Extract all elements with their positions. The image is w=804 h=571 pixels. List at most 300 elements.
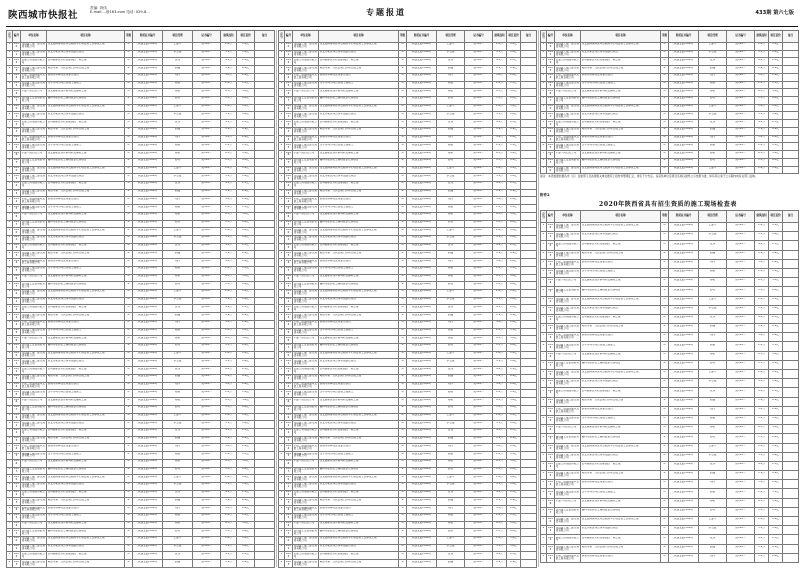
cell-text: 5 xyxy=(8,197,11,200)
cell-grade xyxy=(399,97,407,105)
cell-cert xyxy=(133,228,163,236)
cell-text: 刘洋 xyxy=(709,554,716,557)
table-row xyxy=(279,320,537,328)
cell-manager xyxy=(699,143,727,151)
cell-text: A xyxy=(401,120,404,123)
cell-remark xyxy=(255,444,275,452)
cell-id xyxy=(285,151,293,159)
cell-text: 陕建安证(2020) xyxy=(412,136,431,139)
cell-manager xyxy=(163,58,193,66)
cell-license xyxy=(193,513,221,521)
cell-text: 榆林市能源化工基地配套设施项目 xyxy=(319,282,359,285)
cell-text: 中建八局西北公司 xyxy=(555,89,577,92)
cell-text: 陈刚 xyxy=(174,143,181,146)
cell-text: 2023 xyxy=(548,128,553,134)
cell-unit xyxy=(21,313,47,321)
cell-id xyxy=(13,297,21,305)
cell-project xyxy=(47,452,125,460)
cell-manager xyxy=(163,135,193,143)
cell-remark xyxy=(521,97,537,105)
table-body xyxy=(7,43,275,568)
cell-text: 陕建安证(2020) xyxy=(412,429,431,432)
cell-cert xyxy=(407,513,437,521)
cell-license xyxy=(193,166,221,174)
cell-cert xyxy=(669,360,699,369)
cell-text: 6 xyxy=(280,143,283,146)
cell-unit xyxy=(293,282,319,290)
cell-area xyxy=(221,482,237,490)
cell-text: 2025 xyxy=(286,514,291,520)
cell-area xyxy=(221,459,237,467)
cell-cert xyxy=(133,189,163,197)
cell-text: 陕建安证(2020) xyxy=(674,89,693,92)
cell-remark xyxy=(255,459,275,467)
cell-text: 2024 xyxy=(14,506,19,512)
cell-text: A xyxy=(401,329,404,332)
cell-manager xyxy=(699,259,727,268)
cell-grade xyxy=(399,81,407,89)
cell-area xyxy=(221,89,237,97)
cell-grade xyxy=(661,397,669,406)
cell-text: 陕161... xyxy=(201,120,212,123)
cell-cert xyxy=(407,297,437,305)
cell-text: 陕161... xyxy=(473,267,484,270)
cell-remark xyxy=(783,333,799,342)
cell-text: 陕161... xyxy=(735,151,746,154)
cell-text: 陕161... xyxy=(473,290,484,293)
cell-text: B xyxy=(127,406,130,409)
cell-project xyxy=(319,297,399,305)
cell-unit xyxy=(21,166,47,174)
cell-cert xyxy=(133,43,163,51)
cell-area xyxy=(221,212,237,220)
cell-remark xyxy=(255,344,275,352)
cell-text: 2.3亿 xyxy=(242,305,249,308)
cell-project xyxy=(47,521,125,529)
cell-text: A xyxy=(127,514,130,517)
cell-manager xyxy=(699,268,727,277)
cell-id xyxy=(285,297,293,305)
cell-id xyxy=(13,212,21,220)
cell-text: 0.9亿 xyxy=(242,375,249,378)
cell-text: B xyxy=(127,313,130,316)
cell-text: 西安高新区软件新城研发基地工程 xyxy=(319,460,359,463)
cell-id xyxy=(547,480,555,489)
cell-text: 2024 xyxy=(286,74,291,80)
cell-license xyxy=(465,66,493,74)
cell-text: 1.9万 xyxy=(225,128,232,131)
cell-text: 陕161... xyxy=(201,321,212,324)
cell-project xyxy=(47,197,125,205)
cell-area xyxy=(221,166,237,174)
cell-text: 2020 xyxy=(548,297,553,303)
cell-manager xyxy=(163,367,193,375)
cell-cost xyxy=(237,413,255,421)
cell-text: 陕西建工第五建设集团有限公司 xyxy=(21,267,45,273)
cell-grade xyxy=(125,73,133,81)
cell-text: 7 xyxy=(8,275,11,278)
cell-manager xyxy=(437,521,465,529)
cell-text: 6.3万 xyxy=(496,213,503,216)
cell-text: 陕建安证(2020) xyxy=(138,128,157,131)
cell-project xyxy=(319,498,399,506)
cell-text: B xyxy=(401,97,404,100)
table-row xyxy=(7,521,275,529)
cell-text: 陕西建工第二建设集团有限公司 xyxy=(293,359,317,365)
cell-text: 陕161... xyxy=(201,452,212,455)
cell-text: 2025 xyxy=(14,452,19,458)
table-row xyxy=(541,406,799,415)
cell-text: 6 xyxy=(280,452,283,455)
cell-grade xyxy=(661,143,669,151)
cell-text: 陕建安证(2020) xyxy=(138,413,157,416)
cell-remark xyxy=(521,158,537,166)
cell-area xyxy=(755,66,769,74)
cell-grade xyxy=(125,351,133,359)
cell-text: 中建三局集团有限公司 xyxy=(293,58,317,64)
cell-unit xyxy=(293,398,319,406)
cell-text: 5.0万 xyxy=(225,444,232,447)
cell-text: 2020 xyxy=(548,224,553,230)
cell-area xyxy=(493,259,507,267)
table-row xyxy=(279,421,537,429)
cell-project xyxy=(581,143,661,151)
cell-text: 陕161... xyxy=(473,58,484,61)
cell-cert xyxy=(407,158,437,166)
cell-text: 延安市新区综合体育馆建设项目 xyxy=(47,236,84,239)
cell-project xyxy=(47,135,125,143)
cell-grade xyxy=(125,313,133,321)
header-cell: 证书编号 xyxy=(193,31,221,43)
cell-text: 2 xyxy=(8,421,11,424)
cell-license xyxy=(727,112,755,120)
cell-area xyxy=(493,220,507,228)
cell-manager xyxy=(437,344,465,352)
cell-project xyxy=(581,553,661,562)
cell-cert xyxy=(133,313,163,321)
cell-grade xyxy=(399,181,407,189)
cell-license xyxy=(465,266,493,274)
cell-unit xyxy=(21,104,47,112)
cell-text: A xyxy=(127,58,130,61)
cell-text: 西安国际港务区综合服务中心项目施工总承包工程 xyxy=(47,537,105,540)
cell-text: 陕建安证(2020) xyxy=(674,97,693,100)
cell-manager xyxy=(163,189,193,197)
cell-text: 陕建安证(2020) xyxy=(138,43,157,46)
cell-text: 陕161... xyxy=(473,383,484,386)
cell-remark xyxy=(255,228,275,236)
cell-manager xyxy=(163,436,193,444)
cell-text: 4 xyxy=(280,128,283,131)
cell-text: 4.2万 xyxy=(758,389,765,392)
cell-text: 中建三局集团有限公司 xyxy=(293,120,317,126)
cell-cost xyxy=(237,135,255,143)
cell-unit xyxy=(21,413,47,421)
cell-text: 3 xyxy=(542,242,545,245)
cell-text: 咸阳市第一人民医院门诊综合楼工程 xyxy=(319,251,362,254)
cell-cert xyxy=(407,398,437,406)
cell-text: 3.1万 xyxy=(758,527,765,530)
cell-text: 陕161... xyxy=(473,398,484,401)
cell-grade xyxy=(399,305,407,313)
cell-grade xyxy=(661,166,669,174)
cell-cert xyxy=(669,296,699,305)
cell-area xyxy=(221,189,237,197)
cell-text: 陕建安证(2020) xyxy=(138,475,157,478)
cell-id xyxy=(547,370,555,379)
cell-text: 中铁一局集团建筑安装工程有限公司 xyxy=(21,321,45,327)
cell-unit xyxy=(21,452,47,460)
cell-project xyxy=(319,506,399,514)
cell-grade xyxy=(399,405,407,413)
cell-text: 2022 xyxy=(14,305,19,311)
cell-remark xyxy=(783,342,799,351)
cell-text: 李志强 xyxy=(446,112,455,115)
cell-text: 陕西建工第五建设集团有限公司 xyxy=(21,329,45,334)
table-row xyxy=(541,81,799,89)
table-row xyxy=(541,489,799,498)
cell-text: 杨帆 xyxy=(174,89,181,92)
cell-license xyxy=(727,305,755,314)
cell-grade xyxy=(661,241,669,250)
cell-cost xyxy=(507,158,521,166)
cell-text: 0.8亿 xyxy=(510,406,517,409)
cell-text: 陕161... xyxy=(735,352,746,355)
cell-text: 陈刚 xyxy=(447,82,454,85)
cell-text: 陕建安证(2020) xyxy=(412,359,431,362)
cell-text: 2021 xyxy=(286,112,291,118)
cell-grade xyxy=(661,535,669,544)
cell-manager xyxy=(699,166,727,174)
cell-text: 5.0万 xyxy=(225,74,232,77)
cell-unit xyxy=(293,444,319,452)
cell-license xyxy=(727,379,755,388)
table-row xyxy=(541,166,799,174)
cell-unit xyxy=(555,351,581,360)
cell-text: 陕161... xyxy=(735,143,746,146)
cell-manager xyxy=(163,212,193,220)
cell-license xyxy=(465,282,493,290)
cell-text: 陕161... xyxy=(473,190,484,193)
cell-license xyxy=(465,367,493,375)
cell-license xyxy=(465,166,493,174)
cell-license xyxy=(727,50,755,58)
cell-manager xyxy=(699,278,727,287)
cell-text: 2.2万 xyxy=(225,390,232,393)
cell-license xyxy=(193,359,221,367)
cell-cert xyxy=(669,351,699,360)
cell-remark xyxy=(255,81,275,89)
cell-cert xyxy=(133,104,163,112)
cell-text: 1.8亿 xyxy=(510,51,517,54)
cell-cost xyxy=(769,287,783,296)
cell-grade xyxy=(661,553,669,562)
cell-remark xyxy=(521,212,537,220)
cell-cost xyxy=(507,467,521,475)
cell-text: A xyxy=(401,143,404,146)
cell-project xyxy=(319,513,399,521)
cell-text: 杨帆 xyxy=(174,275,181,278)
cell-text: 李志强 xyxy=(708,527,717,530)
cell-text: 陕161... xyxy=(735,260,746,263)
cell-text: A xyxy=(127,267,130,270)
cell-text: 陕建安证(2020) xyxy=(412,313,431,316)
cell-text: 6 xyxy=(8,205,11,208)
cell-text: 1.8亿 xyxy=(510,174,517,177)
cell-area xyxy=(755,97,769,105)
cell-id xyxy=(285,259,293,267)
table-row xyxy=(541,232,799,241)
cell-unit xyxy=(293,205,319,213)
cell-text: 3.4亿 xyxy=(242,151,249,154)
cell-cost xyxy=(769,406,783,415)
cell-grade xyxy=(399,50,407,58)
cell-text: A xyxy=(663,527,666,530)
cell-text: A xyxy=(401,359,404,362)
cell-id xyxy=(285,336,293,344)
cell-id xyxy=(13,97,21,105)
cell-area xyxy=(221,390,237,398)
cell-grade xyxy=(661,517,669,526)
cell-cost xyxy=(237,197,255,205)
cell-id xyxy=(13,482,21,490)
cell-text: 陕161... xyxy=(201,136,212,139)
cell-grade xyxy=(125,66,133,74)
table-row xyxy=(541,58,799,66)
cell-text: 中建三局集团有限公司 xyxy=(555,58,579,64)
cell-remark xyxy=(255,274,275,282)
cell-grade xyxy=(399,135,407,143)
cell-text: 2.6亿 xyxy=(242,136,249,139)
cell-text: 陕建安证(2020) xyxy=(674,554,693,557)
cell-area xyxy=(493,506,507,514)
cell-id xyxy=(13,475,21,483)
cell-text: 宝鸡高新区科技创新园区一期工程 xyxy=(47,182,87,185)
cell-project xyxy=(581,425,661,434)
cell-text: 陕西建工第三建设集团有限公司 xyxy=(21,560,45,566)
cell-cost xyxy=(237,228,255,236)
cell-manager xyxy=(437,135,465,143)
cell-text: 2.6亿 xyxy=(510,383,517,386)
cell-text: 陕西建工安装集团有限公司 xyxy=(21,97,45,103)
cell-id xyxy=(13,50,21,58)
cell-cert xyxy=(407,328,437,336)
cell-text: 6 xyxy=(8,390,11,393)
cell-manager xyxy=(163,274,193,282)
cell-text: 陕建安证(2020) xyxy=(674,536,693,539)
cell-cert xyxy=(669,535,699,544)
cell-cost xyxy=(237,436,255,444)
cell-unit xyxy=(21,305,47,313)
cell-text: 陕建安证(2020) xyxy=(674,325,693,328)
cell-grade xyxy=(399,220,407,228)
cell-text: 7 xyxy=(8,213,11,216)
cell-id xyxy=(547,43,555,51)
cell-text: 陕西建工安装集团有限公司 xyxy=(21,220,45,226)
cell-remark xyxy=(783,151,799,159)
cell-remark xyxy=(255,58,275,66)
cell-area xyxy=(221,50,237,58)
cell-text: 陕建安证(2020) xyxy=(138,429,157,432)
table-row xyxy=(7,398,275,406)
cell-text: 1.9万 xyxy=(758,472,765,475)
cell-cost xyxy=(769,507,783,516)
cell-text: 赵磊 xyxy=(174,66,181,69)
cell-license xyxy=(727,314,755,323)
cell-license xyxy=(193,459,221,467)
cell-grade xyxy=(399,382,407,390)
cell-text: A xyxy=(663,270,666,273)
cell-text: 2021 xyxy=(548,233,553,239)
cell-text: 1.1亿 xyxy=(510,143,517,146)
cell-area xyxy=(221,81,237,89)
cell-text: 2025 xyxy=(286,143,291,149)
cell-text: 李志强 xyxy=(173,112,182,115)
cell-cost xyxy=(237,81,255,89)
cell-cert xyxy=(133,158,163,166)
cell-cert xyxy=(669,73,699,81)
cell-text: 5.0万 xyxy=(758,554,765,557)
cell-cost xyxy=(507,228,521,236)
cell-project xyxy=(581,480,661,489)
cell-text: 陕161... xyxy=(473,159,484,162)
cell-unit xyxy=(555,287,581,296)
cell-license xyxy=(727,250,755,259)
cell-text: 2.6亿 xyxy=(772,74,779,77)
cell-cost xyxy=(507,127,521,135)
cell-text: 延安市新区综合体育馆建设项目 xyxy=(47,545,84,548)
cell-manager xyxy=(163,151,193,159)
cell-remark xyxy=(521,228,537,236)
cell-area xyxy=(221,66,237,74)
cell-text: 0.9亿 xyxy=(772,325,779,328)
cell-remark xyxy=(255,436,275,444)
cell-text: 陕161... xyxy=(201,329,212,332)
cell-text: 2027 xyxy=(548,97,553,103)
cell-cert xyxy=(669,544,699,553)
cell-manager xyxy=(699,397,727,406)
cell-id xyxy=(547,50,555,58)
cell-text: 汉中市城市综合管廊工程施工 xyxy=(319,82,354,85)
cell-unit xyxy=(21,135,47,143)
cell-unit xyxy=(293,498,319,506)
cell-text: 1.1亿 xyxy=(510,267,517,270)
cell-text: 陕建安证(2020) xyxy=(412,74,431,77)
cell-text: 杨帆 xyxy=(447,213,454,216)
cell-project xyxy=(581,250,661,259)
cell-project xyxy=(319,428,399,436)
cell-remark xyxy=(255,181,275,189)
cell-text: 0.8亿 xyxy=(772,509,779,511)
cell-area xyxy=(221,290,237,298)
cell-text: 4.2万 xyxy=(225,367,232,370)
cell-project xyxy=(581,379,661,388)
cell-remark xyxy=(521,205,537,213)
cell-text: 1 xyxy=(542,105,545,108)
cell-remark xyxy=(521,220,537,228)
cell-grade xyxy=(661,406,669,415)
cell-text: A xyxy=(127,506,130,509)
cell-project xyxy=(319,282,399,290)
cell-text: 刘洋 xyxy=(709,136,716,139)
cell-text: 刘洋 xyxy=(709,260,716,263)
cell-text: B xyxy=(401,251,404,254)
cell-text: 中铁一局集团建筑安装工程有限公司 xyxy=(21,136,45,141)
cell-grade xyxy=(399,444,407,452)
cell-area xyxy=(221,313,237,321)
cell-text: 赵磊 xyxy=(174,375,181,378)
cell-text: 陕建安证(2020) xyxy=(412,290,431,293)
